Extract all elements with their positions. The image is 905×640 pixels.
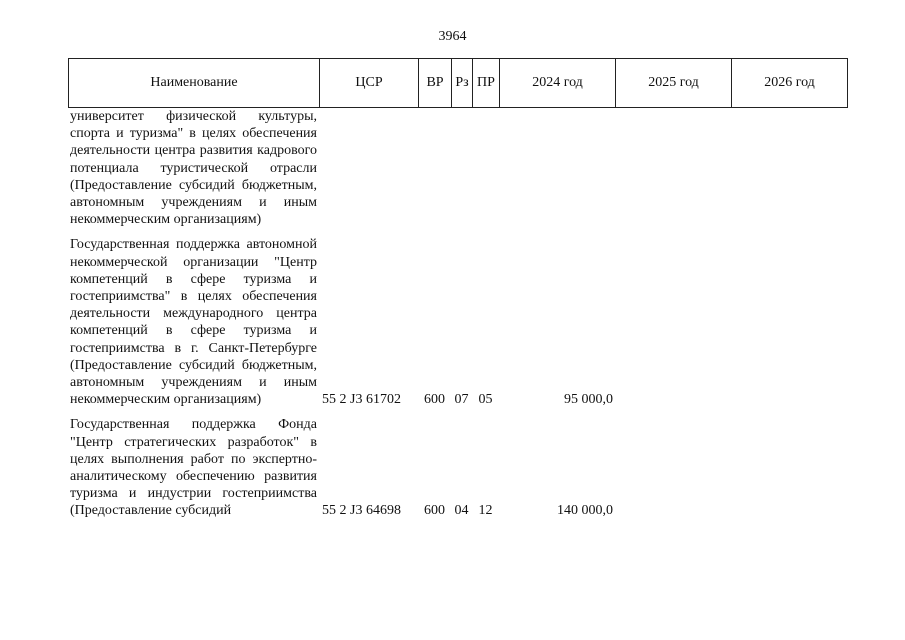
- row-rz: 07: [454, 392, 469, 408]
- row-name: Государственная поддержка Фонда "Центр стратегических разработок" в целях выполнения работ по экспертно-аналитическому обеспечению развития туризма и индустрии гостеприимства (Предоставление субсидий: [70, 417, 317, 519]
- page-number: 3964: [438, 29, 467, 44]
- budget-table: [68, 108, 847, 520]
- row-csr: [319, 108, 418, 236]
- column-header-rz: Рз: [452, 59, 473, 108]
- row-name: университет физической культуры, спорта и туризма" в целях обеспечения деятельности центра развития кадрового потенциала туристической отрасли (Предоставление субсидий бюджетным, автономным учреждениям и иным некоммерческим организациям): [70, 109, 317, 228]
- table-row: [68, 108, 847, 236]
- column-header-pr: ПР: [473, 59, 500, 108]
- row-2025: [615, 108, 731, 236]
- row-csr: 55 2 J3 61702: [322, 392, 401, 408]
- row-pr: 12: [478, 503, 493, 519]
- row-vr: 600: [424, 392, 445, 408]
- column-header-vr: ВР: [419, 59, 452, 108]
- row-2026: [731, 108, 847, 236]
- row-2025: [615, 416, 731, 519]
- row-rz: [451, 108, 472, 236]
- row-2026: [731, 236, 847, 416]
- table-row: [68, 416, 847, 519]
- row-name: Государственная поддержка автономной некоммерческой организации "Центр компетенций в сфере туризма и гостеприимства" в целях обеспечения деятельности международного центра компетенций в сфере туризма и гостеприимства в г. Санкт-Петербурге (Предоставление субсидий бюджетным, автономным учреждениям и иным некоммерческим организациям): [70, 237, 317, 408]
- column-header-name: Наименование: [69, 59, 320, 108]
- table-header: [68, 58, 848, 108]
- row-vr: 600: [424, 503, 445, 519]
- column-header-2024: 2024 год: [500, 59, 616, 108]
- column-header-2026: 2026 год: [732, 59, 848, 108]
- row-pr: 05: [478, 392, 493, 408]
- row-2025: [615, 236, 731, 416]
- column-header-2025: 2025 год: [616, 59, 732, 108]
- row-2024: [499, 108, 615, 236]
- row-pr: [472, 108, 499, 236]
- row-2024: 140 000,0: [557, 503, 613, 519]
- row-rz: 04: [454, 503, 469, 519]
- column-header-csr: ЦСР: [320, 59, 419, 108]
- row-2024: 95 000,0: [564, 392, 613, 408]
- row-csr: 55 2 J3 64698: [322, 503, 401, 519]
- row-2026: [731, 416, 847, 519]
- table-row: [68, 236, 847, 416]
- row-vr: [418, 108, 451, 236]
